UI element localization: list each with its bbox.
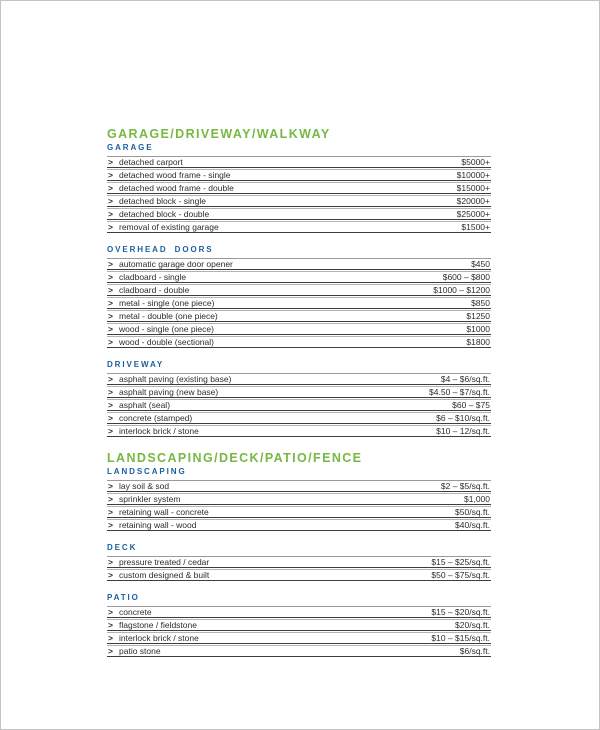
table-row	[107, 569, 491, 581]
item-label: retaining wall - wood	[119, 520, 197, 530]
item-price: $50/sq.ft.	[455, 507, 490, 517]
item-label: asphalt paving (new base)	[119, 387, 219, 397]
section-garage-driveway-walkway	[107, 127, 491, 437]
row-marker: >	[108, 337, 113, 347]
group-landscaping	[107, 467, 491, 531]
item-price: $60 – $75	[452, 400, 490, 410]
item-label: detached wood frame - single	[119, 170, 231, 180]
row-marker: >	[108, 646, 113, 656]
group-heading: PATIO	[107, 593, 140, 602]
item-price: $1250	[466, 311, 490, 321]
item-label: retaining wall - concrete	[119, 507, 209, 517]
item-price: $6/sq.ft.	[459, 646, 490, 656]
table-row	[107, 493, 491, 505]
table-row	[107, 506, 491, 518]
item-price: $15000+	[456, 183, 490, 193]
price-table	[107, 258, 491, 348]
item-price: $1800	[466, 337, 490, 347]
item-price: $15 – $20/sq.ft.	[431, 607, 490, 617]
price-table	[107, 606, 491, 657]
row-marker: >	[108, 620, 113, 630]
item-price: $10 – 12/sq.ft.	[436, 426, 490, 436]
item-price: $10 – $15/sq.ft.	[431, 633, 490, 643]
row-marker: >	[108, 481, 113, 491]
item-price: $1000	[466, 324, 490, 334]
table-row	[107, 481, 491, 492]
item-label: interlock brick / stone	[119, 426, 199, 436]
item-price: $50 – $75/sq.ft.	[431, 570, 490, 580]
group-garage	[107, 143, 491, 233]
row-marker: >	[108, 324, 113, 334]
group-heading: OVERHEAD DOORS	[107, 245, 214, 254]
item-label: flagstone / fieldstone	[119, 620, 197, 630]
section-title: GARAGE/DRIVEWAY/WALKWAY	[107, 127, 331, 141]
row-marker: >	[108, 311, 113, 321]
item-label: lay soil & sod	[119, 481, 170, 491]
price-list-content	[107, 127, 491, 657]
row-marker: >	[108, 183, 113, 193]
table-row	[107, 632, 491, 644]
item-label: wood - double (sectional)	[119, 337, 214, 347]
item-price: $40/sq.ft.	[455, 520, 490, 530]
table-row	[107, 519, 491, 531]
row-marker: >	[108, 557, 113, 567]
table-row	[107, 259, 491, 270]
table-row	[107, 195, 491, 207]
item-label: custom designed & built	[119, 570, 210, 580]
item-label: cladboard - single	[119, 272, 187, 282]
row-marker: >	[108, 157, 113, 167]
item-label: interlock brick / stone	[119, 633, 199, 643]
row-marker: >	[108, 607, 113, 617]
table-row	[107, 297, 491, 309]
item-label: detached wood frame - double	[119, 183, 234, 193]
item-label: concrete (stamped)	[119, 413, 193, 423]
row-marker: >	[108, 209, 113, 219]
table-row	[107, 284, 491, 296]
table-row	[107, 336, 491, 348]
row-marker: >	[108, 259, 113, 269]
table-row	[107, 425, 491, 437]
table-row	[107, 310, 491, 322]
item-label: sprinkler system	[119, 494, 181, 504]
item-price: $2 – $5/sq.ft.	[440, 481, 490, 491]
item-price: $600 – $800	[442, 272, 490, 282]
group-overhead-doors	[107, 245, 491, 348]
price-table	[107, 556, 491, 581]
row-marker: >	[108, 222, 113, 232]
row-marker: >	[108, 387, 113, 397]
table-row	[107, 208, 491, 220]
price-table	[107, 373, 491, 437]
table-row	[107, 557, 491, 568]
table-row	[107, 412, 491, 424]
item-label: detached carport	[119, 157, 183, 167]
row-marker: >	[108, 413, 113, 423]
table-row	[107, 271, 491, 283]
item-label: detached block - double	[119, 209, 210, 219]
row-marker: >	[108, 633, 113, 643]
item-price: $4.50 – $7/sq.ft.	[429, 387, 490, 397]
group-heading: LANDSCAPING	[107, 467, 187, 476]
row-marker: >	[108, 170, 113, 180]
item-price: $1,000	[464, 494, 490, 504]
group-heading: DRIVEWAY	[107, 360, 165, 369]
price-table	[107, 480, 491, 531]
group-heading: DECK	[107, 543, 138, 552]
table-row	[107, 374, 491, 385]
item-price: $4 – $6/sq.ft.	[440, 374, 490, 384]
item-label: detached block - single	[119, 196, 206, 206]
item-label: cladboard - double	[119, 285, 190, 295]
item-price: $5000+	[461, 157, 490, 167]
row-marker: >	[108, 570, 113, 580]
item-label: automatic garage door opener	[119, 259, 233, 269]
row-marker: >	[108, 298, 113, 308]
item-label: removal of existing garage	[119, 222, 219, 232]
item-price: $20000+	[456, 196, 490, 206]
table-row	[107, 386, 491, 398]
item-price: $10000+	[456, 170, 490, 180]
row-marker: >	[108, 285, 113, 295]
table-row	[107, 399, 491, 411]
item-price: $20/sq.ft.	[455, 620, 490, 630]
row-marker: >	[108, 374, 113, 384]
item-price: $1000 – $1200	[433, 285, 490, 295]
row-marker: >	[108, 196, 113, 206]
item-label: wood - single (one piece)	[119, 324, 214, 334]
item-price: $15 – $25/sq.ft.	[431, 557, 490, 567]
row-marker: >	[108, 507, 113, 517]
section-landscaping-deck-patio-fence	[107, 451, 491, 657]
group-driveway	[107, 360, 491, 437]
group-patio	[107, 593, 491, 657]
table-row	[107, 607, 491, 618]
group-deck	[107, 543, 491, 581]
table-row	[107, 645, 491, 657]
row-marker: >	[108, 494, 113, 504]
item-label: metal - single (one piece)	[119, 298, 215, 308]
group-heading: GARAGE	[107, 143, 154, 152]
item-label: metal - double (one piece)	[119, 311, 218, 321]
row-marker: >	[108, 520, 113, 530]
item-price: $1500+	[461, 222, 490, 232]
table-row	[107, 182, 491, 194]
item-price: $25000+	[456, 209, 490, 219]
row-marker: >	[108, 426, 113, 436]
item-label: patio stone	[119, 646, 161, 656]
price-table	[107, 156, 491, 233]
table-row	[107, 169, 491, 181]
item-label: asphalt paving (existing base)	[119, 374, 232, 384]
item-price: $450	[471, 259, 490, 269]
item-price: $6 – $10/sq.ft.	[436, 413, 490, 423]
row-marker: >	[108, 400, 113, 410]
row-marker: >	[108, 272, 113, 282]
section-title: LANDSCAPING/DECK/PATIO/FENCE	[107, 451, 363, 465]
table-row	[107, 323, 491, 335]
item-label: asphalt (seal)	[119, 400, 171, 410]
table-row	[107, 221, 491, 233]
item-label: pressure treated / cedar	[119, 557, 210, 567]
item-label: concrete	[119, 607, 152, 617]
table-row	[107, 619, 491, 631]
item-price: $850	[471, 298, 490, 308]
table-row	[107, 157, 491, 168]
